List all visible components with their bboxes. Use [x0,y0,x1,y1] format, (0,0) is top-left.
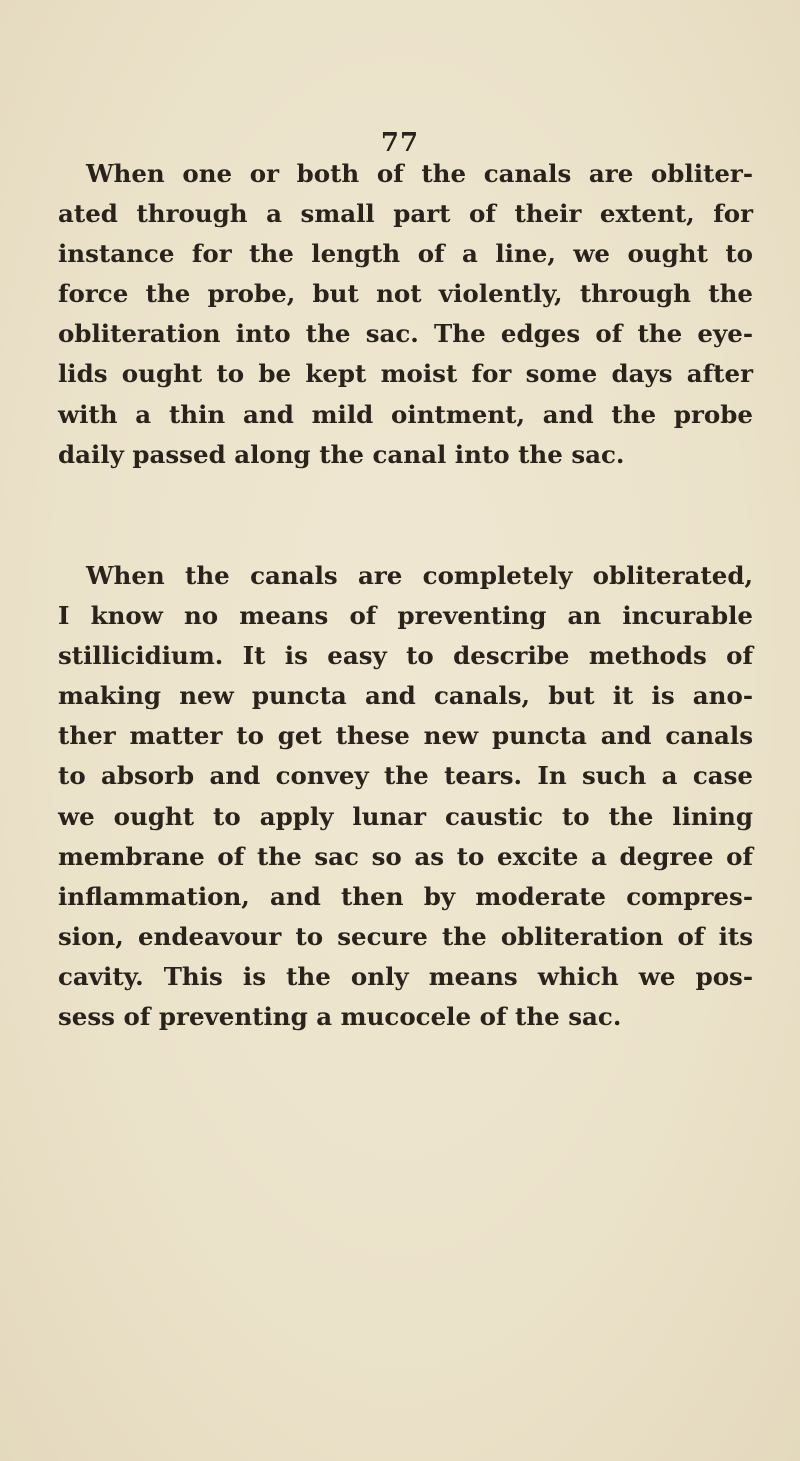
text-line: lids ought to be kept moist for some days after [58,359,753,389]
text-line: When one or both of the canals are obliter- [86,159,753,188]
text-line: ated through a small part of their extent, for [58,199,753,229]
text-line: with a thin and mild ointment, and the probe [58,399,753,429]
text-line: daily passed along the canal into the sac. [58,439,625,469]
paragraph-1 [58,154,753,475]
text-line: we ought to apply lunar caustic to the lining [58,801,753,831]
text-line: ther matter to get these new puncta and canals [58,721,753,751]
text-line: inflammation, and then by moderate compres- [58,881,753,911]
text-line: obliteration into the sac. The edges of the eye- [58,319,753,349]
text-line: to absorb and convey the tears. In such a case [58,761,753,791]
text-line: sess of preventing a mucocele of the sac. [58,1002,622,1032]
text-line: membrane of the sac so as to excite a degree of [58,841,753,871]
text-line: instance for the length of a line, we ought to [58,239,753,269]
text-line: force the probe, but not violently, through the [58,279,753,309]
text-line: stillicidium. It is easy to describe methods of [58,641,753,671]
text-line: sion, endeavour to secure the obliteration of its [58,921,753,951]
paragraph-2 [58,556,753,1037]
text-line: cavity. This is the only means which we pos- [58,961,753,991]
text-line: When the canals are completely obliterated, [86,561,753,590]
page-number: 77 [380,128,420,158]
text-line: making new puncta and canals, but it is ano- [58,681,753,711]
text-line: I know no means of preventing an incurable [58,601,753,631]
